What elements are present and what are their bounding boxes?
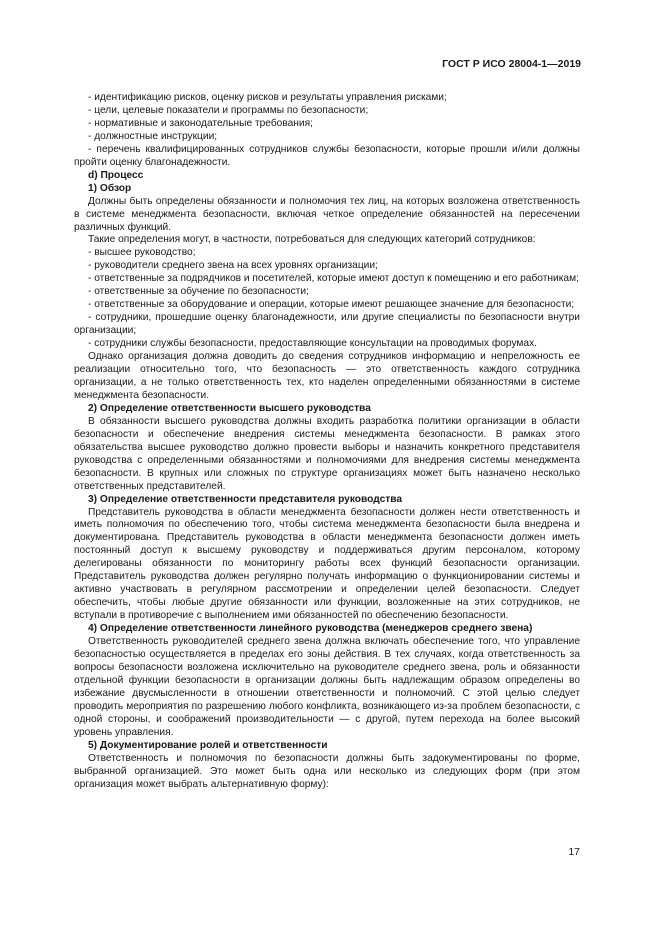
list-item: - нормативные и законодательные требования; xyxy=(88,117,313,129)
list-item: - сотрудники службы безопасности, предоставляющие консультации на проводимых форумах. xyxy=(88,338,538,350)
subsection-heading: 5) Документирование ролей и ответственности xyxy=(88,739,328,751)
list-item: - должностные инструкции; xyxy=(88,130,218,142)
page-body xyxy=(74,92,580,791)
paragraph: Представитель руководства в области менеджмента безопасности должен нести ответственность и иметь полномочия по обеспечению того, чтобы система менеджмента безопасности была внедрена и документирована. Представитель руководства в области менеджмента безопасности должен иметь постоянный доступ к высшему руководству и поддерживаться другим персоналом, которому делегированы обязанности по мониторингу работы всех функций безопасности организации. Представитель руководства должен регулярно получать информацию о функционировании системы и активно участвовать в регулярном рассмотрении и определении целей безопасности. Следует обеспечить, чтобы любые другие обязанности или функции, возложенные на этих сотрудников, не вступали в противоречие с выполнением ими обязанностей по обеспечению безопасности. xyxy=(74,506,580,622)
list-item: - перечень квалифицированных сотрудников службы безопасности, которые прошли и/или должны пройти оценку благонадежности. xyxy=(74,143,580,168)
subsection-heading: 1) Обзор xyxy=(88,182,132,194)
list-item: - сотрудники, прошедшие оценку благонадежности, или другие специалисты по безопасности внутри организации; xyxy=(74,312,580,337)
paragraph: Однако организация должна доводить до сведения сотрудников информацию и непреложность ее реализации относительно того, что безопасность — это ответственность каждого сотрудника организации, а не только ответственность тех, кто наделен определенными обязанностями в системе менеджмента безопасности. xyxy=(74,351,580,401)
page-number: 17 xyxy=(568,846,580,858)
subsection-heading: 3) Определение ответственности представителя руководства xyxy=(88,493,403,505)
subsection-heading: 4) Определение ответственности линейного руководства (менеджеров среднего звена) xyxy=(88,623,533,635)
paragraph: Такие определения могут, в частности, потребоваться для следующих категорий сотрудников: xyxy=(88,234,536,246)
list-item: - руководители среднего звена на всех уровнях организации; xyxy=(88,260,378,272)
section-heading: d) Процесс xyxy=(88,169,144,181)
paragraph: Должны быть определены обязанности и полномочия тех лиц, на которых возложена ответственность в системе менеджмента безопасности, включая четкое определение обязанностей на пересечении различных функций. xyxy=(74,195,580,233)
list-item: - ответственные за подрядчиков и посетителей, которые имеют доступ к помещению и его работникам; xyxy=(88,273,579,285)
list-item: - высшее руководство; xyxy=(88,247,196,259)
paragraph: Ответственность руководителей среднего звена должна включать обеспечение того, что управление безопасностью осуществляется в пределах его зоны действия. В тех случаях, когда ответственность за вопросы безопасности возложена исключительно на руководителе среднего звена, роль и обязанности отдельной функции безопасности в организации должны быть надлежащим образом определены во избежание двусмысленности в отношении ответственности и полномочий. С этой целью следует проводить мероприятия по разрешению любого конфликта, возникающего из-за проблем безопасности, с одной стороны, и соображений производительности — с другой, путем перехода на более высокий уровень управления. xyxy=(74,636,580,738)
paragraph: В обязанности высшего руководства должны входить разработка политики организации в области безопасности и обеспечение внедрения системы менеджмента безопасности. В рамках этого обязательства высшее руководство должно провести выборы и назначить конкретного представителя руководства с определенными обязанностями и полномочиями для внедрения системы менеджмента безопасности. В крупных или сложных по структуре организациях может быть назначено несколько ответственных представителей. xyxy=(74,415,580,492)
list-item: - ответственные за оборудование и операции, которые имеют решающее значение для безопасности; xyxy=(88,299,575,311)
list-item: - идентификацию рисков, оценку рисков и результаты управления рисками; xyxy=(88,92,447,103)
list-item: - цели, целевые показатели и программы по безопасности; xyxy=(88,104,369,116)
list-item: - ответственные за обучение по безопасности; xyxy=(88,286,309,298)
document-header: ГОСТ Р ИСО 28004-1—2019 xyxy=(442,58,581,70)
paragraph: Ответственность и полномочия по безопасности должны быть задокументированы по форме, выбранной организацией. Это может быть одна или несколько из следующих форм (при этом организация может выбрать альтернативную форму): xyxy=(74,752,580,790)
subsection-heading: 2) Определение ответственности высшего руководства xyxy=(88,402,371,414)
